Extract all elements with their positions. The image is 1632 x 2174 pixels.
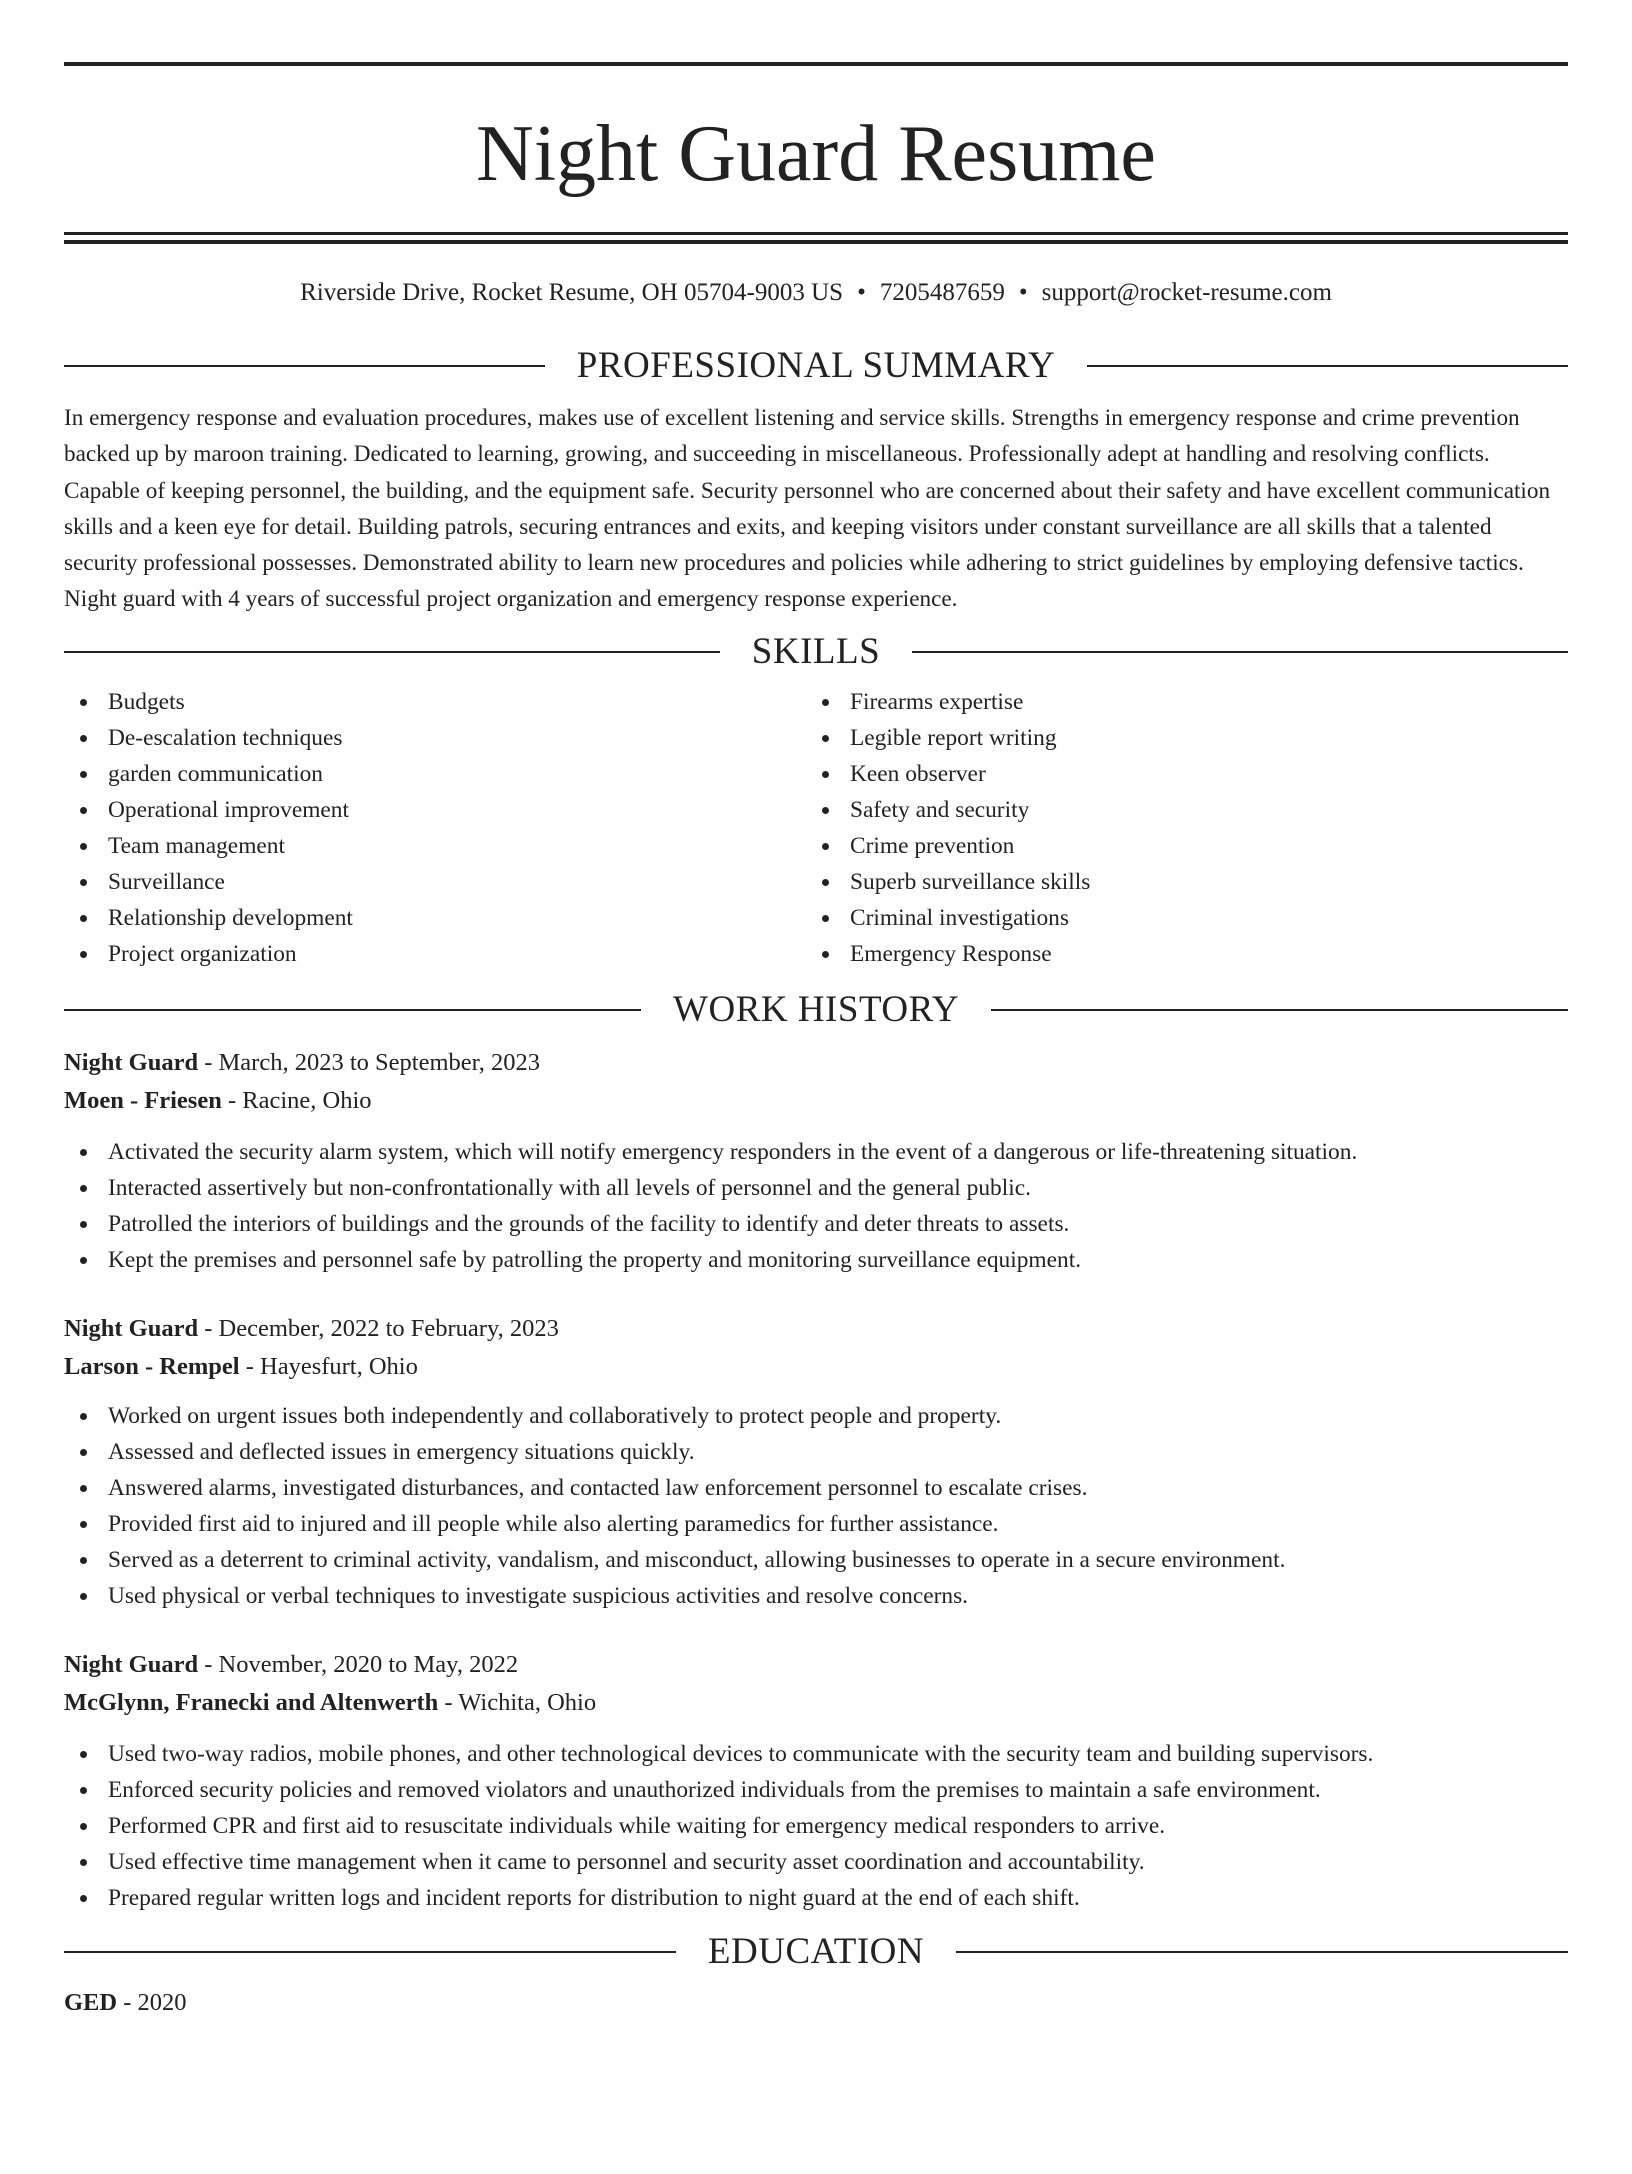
job-bullets — [64, 1398, 1568, 1614]
skill-item: Superb surveillance skills — [806, 864, 1548, 900]
divider-line — [64, 651, 720, 653]
job-bullet: Performed CPR and first aid to resuscitate individuals while waiting for emergency medical responders to arrive. — [64, 1808, 1568, 1844]
education-year: 2020 — [137, 1988, 187, 2016]
divider-line — [64, 1951, 676, 1953]
skill-item: Operational improvement — [64, 792, 806, 828]
job-dates: November, 2020 to May, 2022 — [218, 1650, 519, 1678]
divider-line — [991, 1009, 1568, 1011]
job-bullet: Provided first aid to injured and ill people while also alerting paramedics for further assistance. — [64, 1506, 1568, 1542]
title-double-rule — [64, 232, 1568, 244]
job-bullet: Used physical or verbal techniques to investigate suspicious activities and resolve concerns. — [64, 1578, 1568, 1614]
job-bullet: Used two-way radios, mobile phones, and other technological devices to communicate with the security team and building supervisors. — [64, 1736, 1568, 1772]
skill-item: Legible report writing — [806, 720, 1548, 756]
dash: - — [117, 1988, 138, 2016]
contact-address: Riverside Drive, Rocket Resume, OH 05704-9003 US — [300, 279, 844, 306]
job-bullet: Answered alarms, investigated disturbances, and contacted law enforcement personnel to escalate crises. — [64, 1470, 1568, 1506]
job-company: Moen - Friesen — [64, 1086, 222, 1114]
job-bullets — [64, 1134, 1568, 1278]
divider-line — [64, 365, 545, 367]
divider-line — [1087, 365, 1568, 367]
divider-line — [912, 651, 1568, 653]
skill-item: Project organization — [64, 936, 806, 972]
job-bullet: Used effective time management when it came to personnel and security asset coordination and accountability. — [64, 1844, 1568, 1880]
education-section-header — [64, 1930, 1568, 1974]
job-company-line — [64, 1082, 1568, 1120]
skill-item: garden communication — [64, 756, 806, 792]
work-section-header — [64, 988, 1568, 1032]
dash: - — [198, 1048, 219, 1076]
skill-item: Keen observer — [806, 756, 1548, 792]
job-bullets — [64, 1736, 1568, 1916]
skills-column-right — [806, 684, 1548, 972]
skill-item: Crime prevention — [806, 828, 1548, 864]
job-title: Night Guard — [64, 1048, 199, 1076]
dash: - — [198, 1314, 219, 1342]
job-entry — [64, 1310, 1568, 1614]
education-degree: GED — [64, 1988, 118, 2016]
dash: - — [221, 1086, 243, 1114]
dash: - — [438, 1688, 459, 1716]
contact-email: support@rocket-resume.com — [1041, 279, 1332, 306]
skill-item: Criminal investigations — [806, 900, 1548, 936]
job-title-line — [64, 1310, 1568, 1348]
job-title-line — [64, 1646, 1568, 1684]
contact-phone: 7205487659 — [879, 279, 1005, 306]
divider-line — [956, 1951, 1568, 1953]
job-title: Night Guard — [64, 1650, 199, 1678]
job-title-line — [64, 1044, 1568, 1082]
job-bullet: Prepared regular written logs and incident reports for distribution to night guard at the end of each shift. — [64, 1880, 1568, 1916]
summary-section-header — [64, 344, 1568, 388]
education-heading: EDUCATION — [707, 1930, 925, 1972]
contact-line — [64, 278, 1568, 308]
skills-list — [64, 684, 1568, 972]
job-location: Racine, Ohio — [242, 1086, 372, 1114]
contact-separator: • — [857, 279, 866, 306]
skills-column-left — [64, 684, 806, 972]
skills-section-header — [64, 630, 1568, 674]
job-bullet: Patrolled the interiors of buildings and the grounds of the facility to identify and deter threats to assets. — [64, 1206, 1568, 1242]
job-company-line — [64, 1684, 1568, 1722]
dash: - — [198, 1650, 219, 1678]
job-entry — [64, 1646, 1568, 1916]
job-company-line — [64, 1348, 1568, 1386]
job-bullet: Assessed and deflected issues in emergency situations quickly. — [64, 1434, 1568, 1470]
skill-item: Relationship development — [64, 900, 806, 936]
job-bullet: Kept the premises and personnel safe by patrolling the property and monitoring surveillance equipment. — [64, 1242, 1568, 1278]
job-location: Wichita, Ohio — [458, 1688, 597, 1716]
skill-item: De-escalation techniques — [64, 720, 806, 756]
job-dates: December, 2022 to February, 2023 — [218, 1314, 559, 1342]
skill-item: Emergency Response — [806, 936, 1548, 972]
summary-heading: PROFESSIONAL SUMMARY — [576, 345, 1056, 386]
dash: - — [239, 1352, 260, 1380]
job-bullet: Interacted assertively but non-confrontationally with all levels of personnel and the general public. — [64, 1170, 1568, 1206]
education-entry — [64, 1984, 1568, 2022]
job-company: McGlynn, Franecki and Altenwerth — [64, 1688, 439, 1716]
job-bullet: Served as a deterrent to criminal activity, vandalism, and misconduct, allowing businesses to operate in a secure environment. — [64, 1542, 1568, 1578]
job-bullet: Enforced security policies and removed violators and unauthorized individuals from the premises to maintain a safe environment. — [64, 1772, 1568, 1808]
contact-separator: • — [1018, 279, 1028, 306]
summary-text: In emergency response and evaluation procedures, makes use of excellent listening and service skills. Strengths in emergency response and crime prevention backed up by maroon training. Dedicated to learning, growing, and succeeding in miscellaneous. Professionally adept at handling and resolving conflicts. Capable of keeping personnel, the building, and the equipment safe. Security personnel who are concerned about their safety and have excellent communication skills and a keen eye for detail. Building patrols, securing entrances and exits, and keeping visitors under constant surveillance are all skills that a talented security professional possesses. Demonstrated ability to learn new procedures and policies while adhering to strict guidelines by employing defensive tactics. Night guard with 4 years of successful project organization and emergency response experience. — [64, 405, 1551, 613]
job-bullet: Worked on urgent issues both independently and collaboratively to protect people and property. — [64, 1398, 1568, 1434]
job-location: Hayesfurt, Ohio — [260, 1352, 418, 1380]
top-rule — [64, 62, 1568, 66]
skill-item: Safety and security — [806, 792, 1548, 828]
resume-page — [64, 62, 1568, 2022]
job-company: Larson - Rempel — [64, 1352, 240, 1380]
skill-item: Firearms expertise — [806, 684, 1548, 720]
skill-item: Budgets — [64, 684, 806, 720]
skill-item: Surveillance — [64, 864, 806, 900]
job-entry — [64, 1044, 1568, 1278]
page-title: Night Guard Resume — [476, 110, 1156, 198]
job-title: Night Guard — [64, 1314, 199, 1342]
job-dates: March, 2023 to September, 2023 — [218, 1048, 541, 1076]
divider-line — [64, 1009, 641, 1011]
job-bullet: Activated the security alarm system, which will notify emergency responders in the event of a dangerous or life-threatening situation. — [64, 1134, 1568, 1170]
skill-item: Team management — [64, 828, 806, 864]
skills-heading: SKILLS — [751, 630, 881, 672]
work-heading: WORK HISTORY — [673, 988, 959, 1030]
